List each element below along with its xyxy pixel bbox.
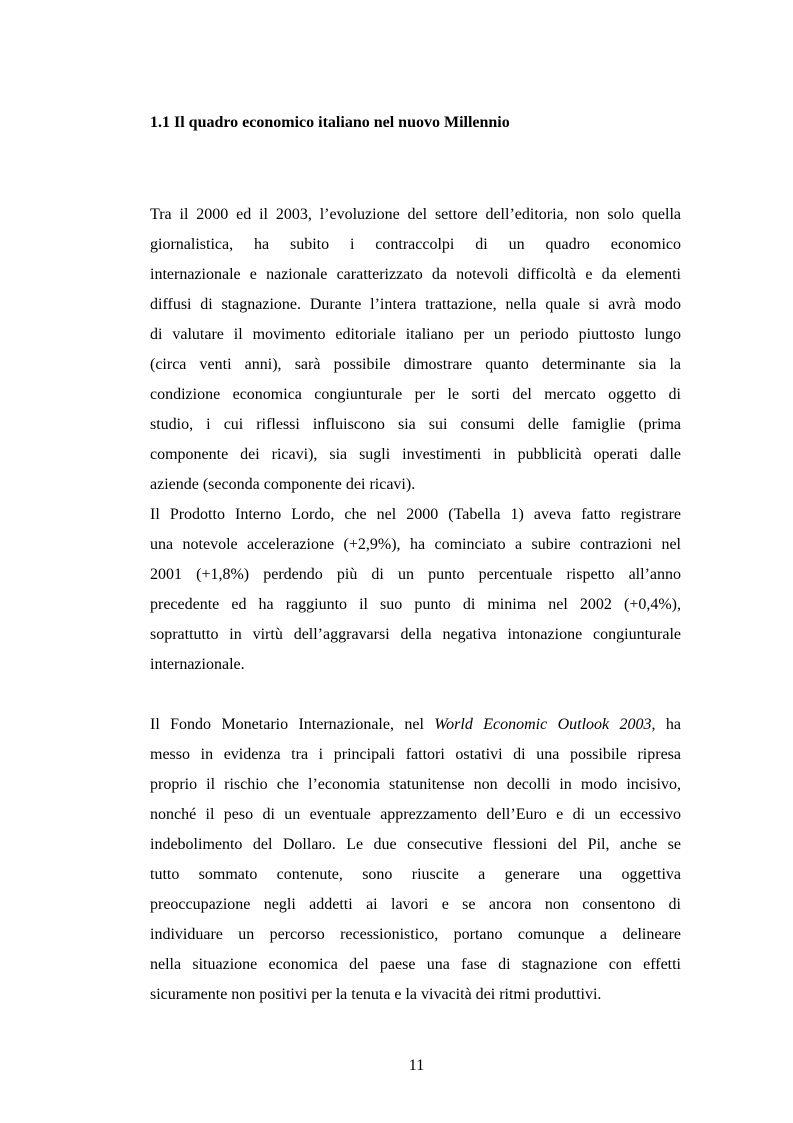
text-line: (circa venti anni), sarà possibile dimostrare quanto determinante sia la xyxy=(150,356,681,373)
text-line: sicuramente non positivi per la tenuta e la vivacità dei ritmi produttivi. xyxy=(150,986,602,1003)
publication-title: World Economic Outlook 2003 xyxy=(434,716,652,733)
text-line: indebolimento del Dollaro. Le due consecutive flessioni del Pil, anche se xyxy=(150,836,681,853)
text-line: nella situazione economica del paese una fase di stagnazione con effetti xyxy=(150,956,681,973)
text-line: proprio il rischio che l’economia statunitense non decolli in modo incisivo, xyxy=(150,776,681,793)
text-line: diffusi di stagnazione. Durante l’intera trattazione, nella quale si avrà modo xyxy=(150,296,681,313)
text-line: giornalistica, ha subito i contraccolpi di un quadro economico xyxy=(150,236,681,253)
paragraph-3 xyxy=(150,710,681,1010)
text-line: Tra il 2000 ed il 2003, l’evoluzione del settore dell’editoria, non solo quella xyxy=(150,206,681,223)
text-line: una notevole accelerazione (+2,9%), ha cominciato a subire contrazioni nel xyxy=(150,536,681,553)
body-text xyxy=(150,200,681,1010)
text-line: 2001 (+1,8%) perdendo più di un punto percentuale rispetto all’anno xyxy=(150,566,681,583)
text-line: Il Prodotto Interno Lordo, che nel 2000 (Tabella 1) aveva fatto registrare xyxy=(150,506,681,523)
paragraph-gap xyxy=(150,680,681,710)
page-number: 11 xyxy=(408,1057,425,1074)
text-line: internazionale. xyxy=(150,656,245,673)
text-line: messo in evidenza tra i principali fattori ostativi di una possibile ripresa xyxy=(150,746,681,763)
text-line: condizione economica congiunturale per le sorti del mercato oggetto di xyxy=(150,386,681,403)
paragraph-1 xyxy=(150,200,681,500)
text-line: nonché il peso di un eventuale apprezzamento dell’Euro e di un eccessivo xyxy=(150,806,681,823)
text-line: individuare un percorso recessionistico, portano comunque a delineare xyxy=(150,926,681,943)
text-line: soprattutto in virtù dell’aggravarsi della negativa intonazione congiunturale xyxy=(150,626,681,643)
text-line: preoccupazione negli addetti ai lavori e se ancora non consentono di xyxy=(150,896,681,913)
text-line: tutto sommato contenute, sono riuscite a generare una oggettiva xyxy=(150,866,681,883)
text-line xyxy=(150,710,681,740)
text-line: di valutare il movimento editoriale italiano per un periodo piuttosto lungo xyxy=(150,326,681,343)
text-line: precedente ed ha raggiunto il suo punto di minima nel 2002 (+0,4%), xyxy=(150,596,681,613)
text-run: , ha xyxy=(651,716,682,733)
text-line: studio, i cui riflessi influiscono sia sui consumi delle famiglie (prima xyxy=(150,416,681,433)
section-heading: 1.1 Il quadro economico italiano nel nuovo Millennio xyxy=(150,114,510,131)
text-line: internazionale e nazionale caratterizzato da notevoli difficoltà e da elementi xyxy=(150,266,681,283)
text-run: Il Fondo Monetario Internazionale, nel xyxy=(150,716,435,733)
paragraph-2 xyxy=(150,500,681,680)
text-line: componente dei ricavi), sia sugli investimenti in pubblicità operati dalle xyxy=(150,446,681,463)
text-line: aziende (seconda componente dei ricavi). xyxy=(150,476,416,493)
